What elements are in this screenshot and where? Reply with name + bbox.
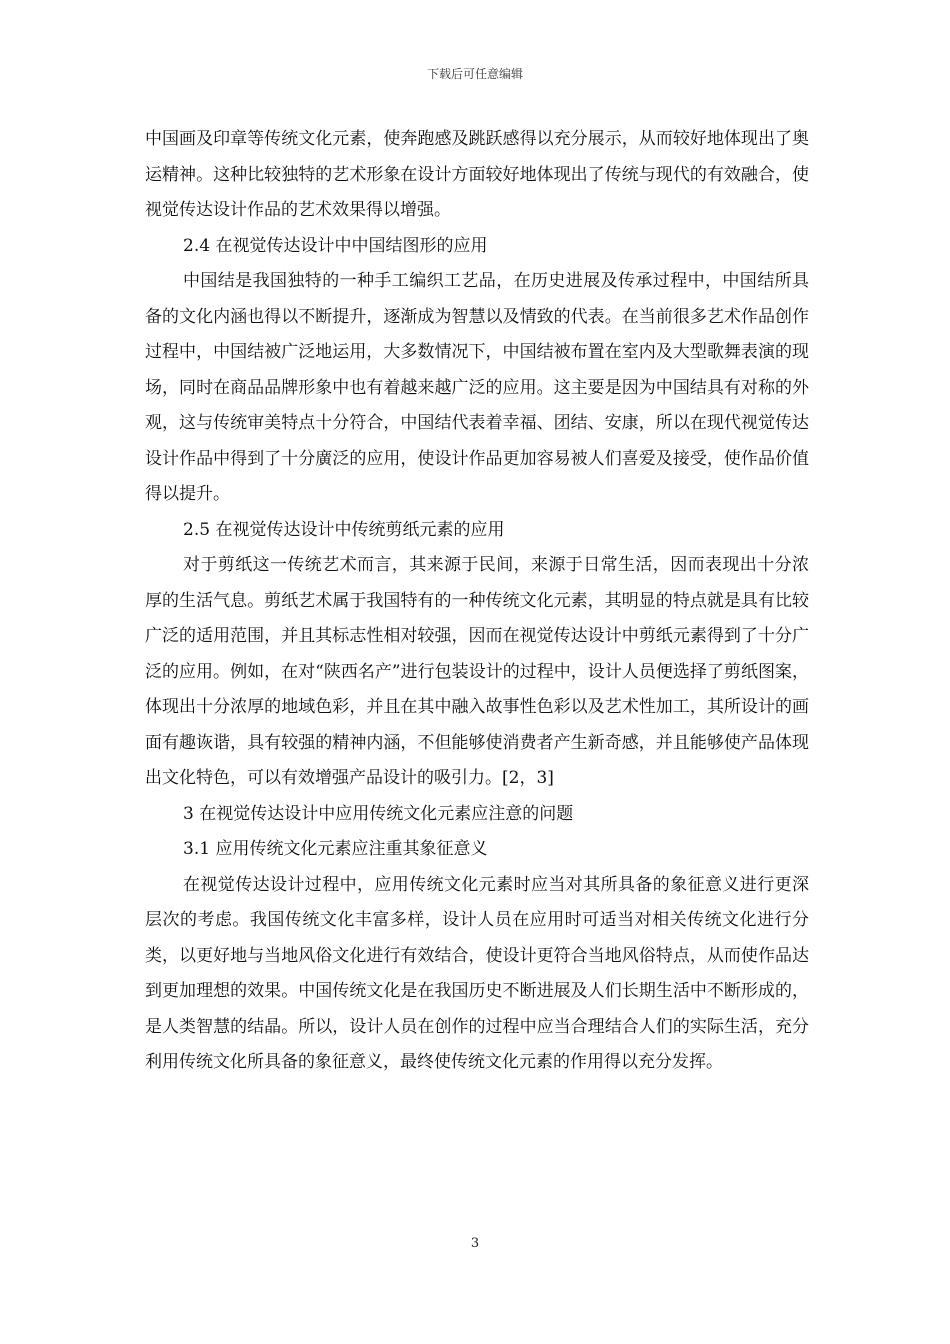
page-header: 下载后可任意编辑 — [426, 67, 523, 81]
page-number: 3 — [470, 1236, 480, 1251]
section-heading-2-4: 2.4 在视觉传达设计中中国结图形的应用 — [183, 235, 488, 256]
section-heading-2-5: 2.5 在视觉传达设计中传统剪纸元素的应用 — [183, 519, 505, 540]
section-heading-3: 3 在视觉传达设计中应用传统文化元素应注意的问题 — [183, 803, 574, 824]
paragraph-continuation: 中国画及印章等传统文化元素，使奔跑感及跳跃感得以充分展示，从而较好地体现出了奥运精神。这种比较独特的艺术形象在设计方面较好地体现出了传统与现代的有效融合，使视觉传达设计作品的艺术效果得以增强。 — [145, 129, 809, 220]
paragraph-symbolic-meaning: 在视觉传达设计过程中，应用传统文化元素时应当对其所具备的象征意义进行更深层次的考虑。我国传统文化丰富多样，设计人员在应用时可适当对相关传统文化进行分类，以更好地与当地风俗文化进行有效结合，使设计更符合当地风俗特点，从而使作品达到更加理想的效果。中国传统文化是在我国历史不断进展及人们长期生活中不断形成的，是人类智慧的结晶。所以，设计人员在创作的过程中应当合理结合人们的实际生活，充分利用传统文化所具备的象征意义，最终使传统文化元素的作用得以充分发挥。 — [145, 874, 809, 1072]
paragraph-paper-cutting: 对于剪纸这一传统艺术而言，其来源于民间，来源于日常生活，因而表现出十分浓厚的生活气息。剪纸艺术属于我国特有的一种传统文化元素，其明显的特点就是具有比较广泛的适用范围，并且其标志性相对较强，因而在视觉传达设计中剪纸元素得到了十分广泛的应用。例如，在对“陕西名产”进行包装设计的过程中，设计人员便选择了剪纸图案，体现出十分浓厚的地域色彩，并且在其中融入故事性色彩以及艺术性加工，其所设计的画面有趣诙谐，具有较强的精神内涵，不但能够使消费者产生新奇感，并且能够使产品体现出文化特色，可以有效增强产品设计的吸引力。[2，3] — [145, 555, 809, 788]
section-heading-3-1: 3.1 应用传统文化元素应注重其象征意义 — [183, 839, 488, 859]
paragraph-chinese-knot: 中国结是我国独特的一种手工编织工艺品，在历史进展及传承过程中，中国结所具备的文化内涵也得以不断提升，逐渐成为智慧以及情致的代表。在当前很多艺术作品创作过程中，中国结被广泛地运用，大多数情况下，中国结被布置在室内及大型歌舞表演的现场，同时在商品品牌形象中也有着越来越广泛的应用。这主要是因为中国结具有对称的外观，这与传统审美特点十分符合，中国结代表着幸福、团结、安康，所以在现代视觉传达设计作品中得到了十分廣泛的应用，使设计作品更加容易被人们喜爱及接受，使作品价值得以提升。 — [145, 271, 809, 504]
document-body — [145, 122, 809, 1081]
